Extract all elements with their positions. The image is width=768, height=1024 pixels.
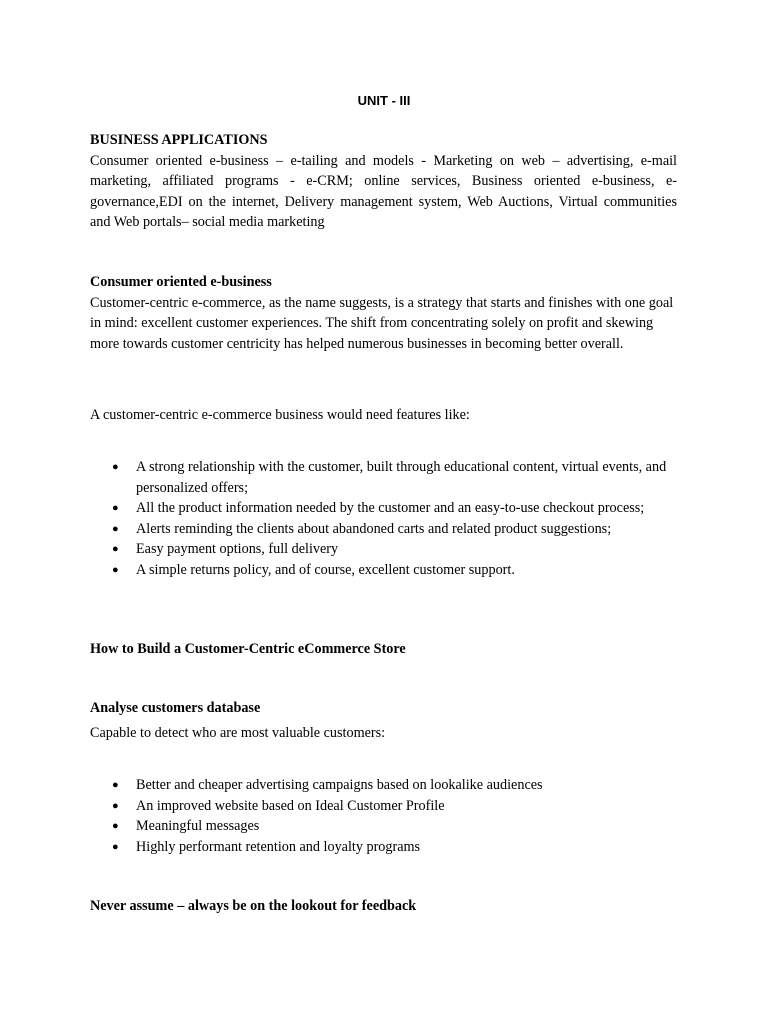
consumer-oriented-body: Customer-centric e-commerce, as the name suggests, is a strategy that starts and finishes with one goal in mind: excellent customer experiences. The shift from concentrating solely on profit and skewing more towards customer centricity has helped numerous businesses in becoming better overall. [90, 294, 674, 352]
list-item [90, 560, 677, 581]
list-item [90, 457, 677, 498]
consumer-oriented-section [90, 272, 677, 354]
features-list-section [90, 457, 677, 580]
bullet-icon: ● [112, 799, 119, 812]
bullet-icon: ● [112, 779, 119, 791]
list-item-text: An improved website based on Ideal Customer Profile [136, 797, 445, 814]
build-store-heading: How to Build a Customer-Centric eCommerce Store [90, 641, 406, 657]
list-item-text: Better and cheaper advertising campaigns based on lookalike audiences [136, 777, 543, 793]
list-item [90, 539, 677, 560]
list-item [90, 775, 677, 796]
consumer-oriented-heading: Consumer oriented e-business [90, 274, 272, 290]
bullet-icon: ● [112, 522, 119, 535]
bullet-icon: ● [112, 820, 119, 832]
analyse-list-section [90, 775, 677, 857]
bullet-icon: ● [112, 563, 119, 576]
list-item [90, 837, 677, 858]
never-assume-heading: Never assume – always be on the lookout for feedback [90, 898, 417, 914]
features-intro [90, 405, 677, 426]
features-intro-text: A customer-centric e-commerce business would need features like: [90, 407, 470, 423]
business-applications-body: Consumer oriented e-business – e-tailing and models - Marketing on web – advertising, e-mail marketing, affiliated programs - e-CRM; online services, Business oriented e-business, e-governance,EDI on the internet, Delivery management system, Web Auctions, Virtual communities and Web portals– social media marketing [90, 152, 677, 230]
analyse-list [90, 775, 677, 857]
bullet-icon: ● [112, 543, 119, 555]
bullet-icon: ● [112, 461, 119, 473]
bullet-icon: ● [112, 502, 119, 514]
features-list [90, 457, 677, 580]
list-item-text: A simple returns policy, and of course, excellent customer support. [136, 561, 515, 578]
bullet-icon: ● [112, 840, 119, 853]
list-item-text: Meaningful messages [136, 818, 260, 834]
list-item [90, 519, 677, 540]
list-item-text: Alerts reminding the clients about abandoned carts and related product suggestions; [136, 520, 612, 537]
list-item-text: A strong relationship with the customer, built through educational content, virtual events, and personalized offers; [136, 459, 667, 496]
business-applications-section [90, 130, 677, 233]
list-item-text: Easy payment options, full delivery [136, 541, 339, 557]
unit-title: UNIT - III [357, 93, 411, 108]
build-store-section [90, 639, 677, 660]
list-item-text: Highly performant retention and loyalty programs [136, 838, 421, 855]
analyse-section [90, 698, 677, 743]
business-applications-heading: BUSINESS APPLICATIONS [90, 132, 268, 148]
never-assume-section [90, 896, 677, 917]
analyse-body: Capable to detect who are most valuable customers: [90, 724, 386, 741]
analyse-heading: Analyse customers database [90, 700, 261, 716]
list-item [90, 796, 677, 817]
list-item [90, 498, 677, 519]
list-item [90, 816, 677, 837]
list-item-text: All the product information needed by the customer and an easy-to-use checkout process; [136, 500, 645, 516]
